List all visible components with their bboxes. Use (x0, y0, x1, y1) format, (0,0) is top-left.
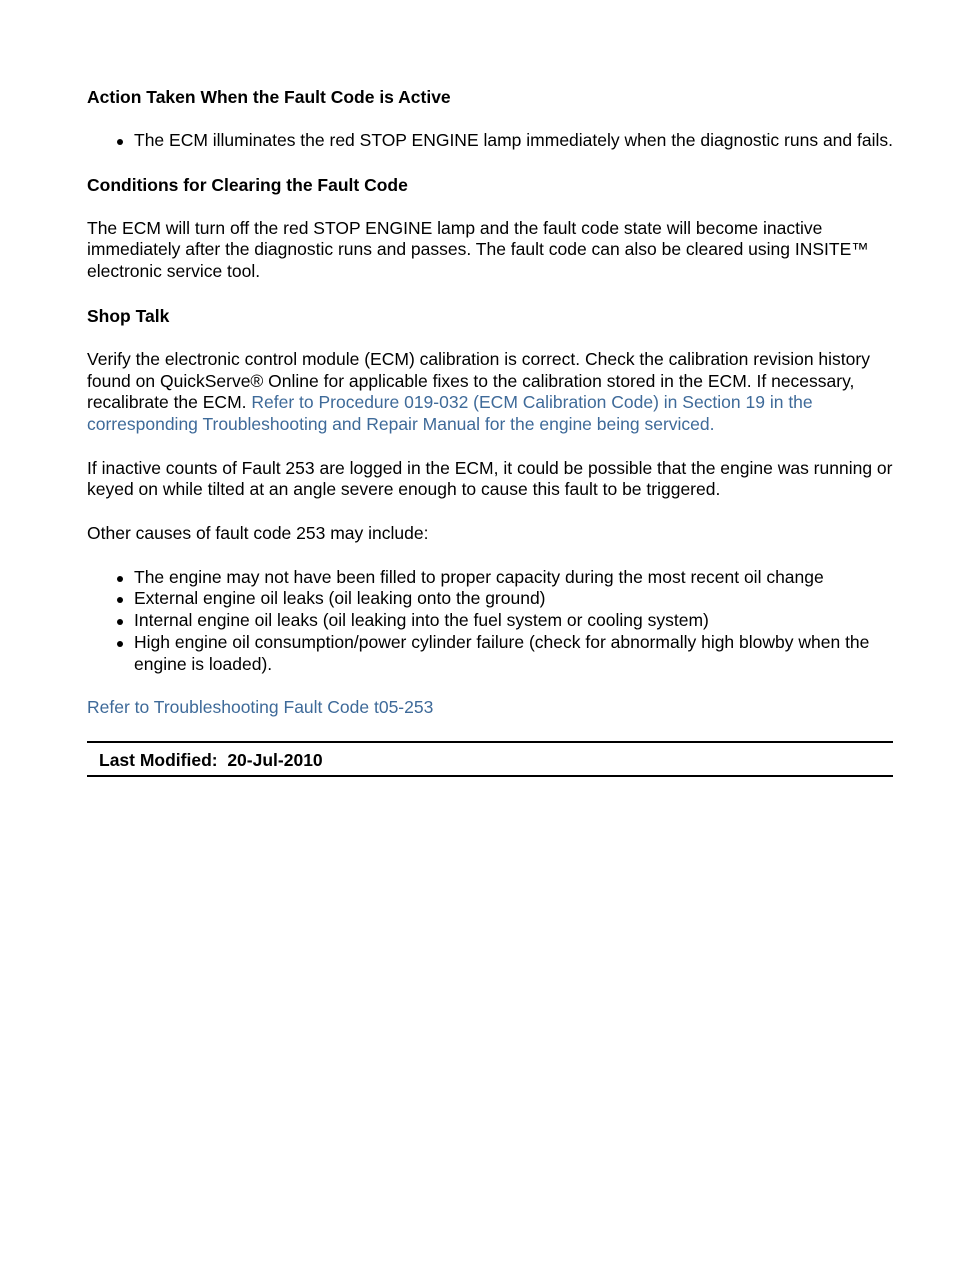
bullet-icon (117, 597, 123, 603)
list-item (87, 588, 893, 610)
shop-talk-heading: Shop Talk (87, 305, 170, 326)
shop-talk-paragraph-3: Other causes of fault code 253 may include: (87, 523, 429, 544)
bullet-icon (117, 576, 123, 582)
list-item-text: Internal engine oil leaks (oil leaking into the fuel system or cooling system) (134, 610, 709, 631)
last-modified-footer (87, 741, 893, 777)
action-heading: Action Taken When the Fault Code is Active (87, 87, 451, 107)
shop-talk-paragraph-2: If inactive counts of Fault 253 are logged in the ECM, it could be possible that the engine was running or keyed on while tilted at an angle severe enough to cause this fault to be triggered. (87, 457, 893, 500)
clearing-heading: Conditions for Clearing the Fault Code (87, 174, 408, 195)
shop-talk-paragraph-1 (87, 349, 893, 436)
causes-bullet-list (87, 567, 893, 676)
list-item (87, 130, 893, 152)
document-page (87, 86, 893, 777)
list-item (87, 632, 893, 675)
last-modified-text: Last Modified: 20-Jul-2010 (99, 749, 323, 770)
list-item-text: High engine oil consumption/power cylinder failure (check for abnormally high blowby when the engine is loaded). (134, 631, 870, 674)
bullet-icon (117, 139, 123, 145)
list-item-text: The ECM illuminates the red STOP ENGINE lamp immediately when the diagnostic runs and fails. (134, 130, 893, 150)
list-item (87, 567, 893, 589)
refer-paragraph (87, 697, 893, 719)
list-item (87, 610, 893, 632)
bullet-icon (117, 641, 123, 647)
list-item-text: External engine oil leaks (oil leaking onto the ground) (134, 588, 546, 609)
list-item-text: The engine may not have been filled to proper capacity during the most recent oil change (134, 566, 824, 587)
clearing-paragraph: The ECM will turn off the red STOP ENGINE lamp and the fault code state will become inactive immediately after the diagnostic runs and passes. The fault code can also be cleared using INSITE™ electronic service tool. (87, 217, 869, 282)
action-bullet-list (87, 130, 893, 152)
fault-code-t05-253-link[interactable]: Refer to Troubleshooting Fault Code t05-253 (87, 697, 434, 718)
shop-talk-paragraph-1-text: Verify the electronic control module (ECM) calibration is correct. Check the calibration revision history found on QuickServe® Online for applicable fixes to the calibration stored in the ECM. If necessary, recalibrate the ECM. (87, 348, 870, 413)
bullet-icon (117, 619, 123, 625)
procedure-019-032-link[interactable]: Refer to Procedure 019-032 (ECM Calibration Code) in Section 19 in the corresponding Troubleshooting and Repair Manual for the engine being serviced. (87, 392, 813, 434)
